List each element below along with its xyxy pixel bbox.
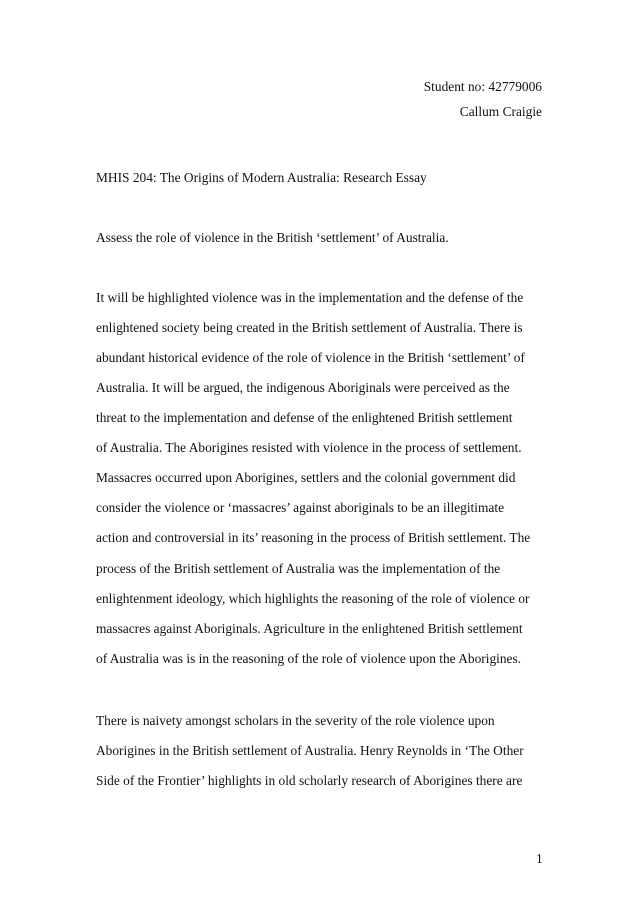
paragraph-line: consider the violence or ‘massacres’ against aboriginals to be an illegitimate (96, 500, 505, 515)
paragraph-line: Massacres occurred upon Aborigines, settlers and the colonial government did (96, 470, 516, 485)
author-name: Callum Craigie (459, 104, 542, 119)
paragraph-line: Australia. It will be argued, the indigenous Aboriginals were perceived as the (96, 380, 510, 395)
paragraph-line: process of the British settlement of Australia was the implementation of the (96, 561, 501, 576)
paragraph-line: threat to the implementation and defense of the enlightened British settlement (96, 410, 513, 425)
paragraph-line: massacres against Aboriginals. Agriculture in the enlightened British settlement (96, 621, 523, 636)
student-number: Student no: 42779006 (423, 79, 542, 94)
page-number: 1 (536, 851, 543, 866)
paragraph-line: of Australia was is in the reasoning of the role of violence upon the Aborigines. (96, 651, 522, 666)
paragraph-line: Aborigines in the British settlement of Australia. Henry Reynolds in ‘The Other (96, 743, 524, 758)
course-title: MHIS 204: The Origins of Modern Australia: Research Essay (96, 170, 427, 185)
paragraph-line: Side of the Frontier’ highlights in old scholarly research of Aborigines there are (96, 773, 523, 788)
paragraph-line: enlightened society being created in the British settlement of Australia. There is (96, 320, 523, 335)
paragraph-line: abundant historical evidence of the role of violence in the British ‘settlement’ of (96, 350, 525, 365)
paragraph-line: action and controversial in its’ reasoning in the process of British settlement. The (96, 530, 531, 545)
paragraph-line: enlightenment ideology, which highlights the reasoning of the role of violence or (96, 591, 530, 606)
essay-question: Assess the role of violence in the British ‘settlement’ of Australia. (96, 230, 449, 245)
paragraph-line: There is naivety amongst scholars in the severity of the role violence upon (96, 713, 495, 728)
paragraph-line: of Australia. The Aborigines resisted with violence in the process of settlement. (96, 440, 522, 455)
paragraph-line: It will be highlighted violence was in the implementation and the defense of the (96, 290, 524, 305)
